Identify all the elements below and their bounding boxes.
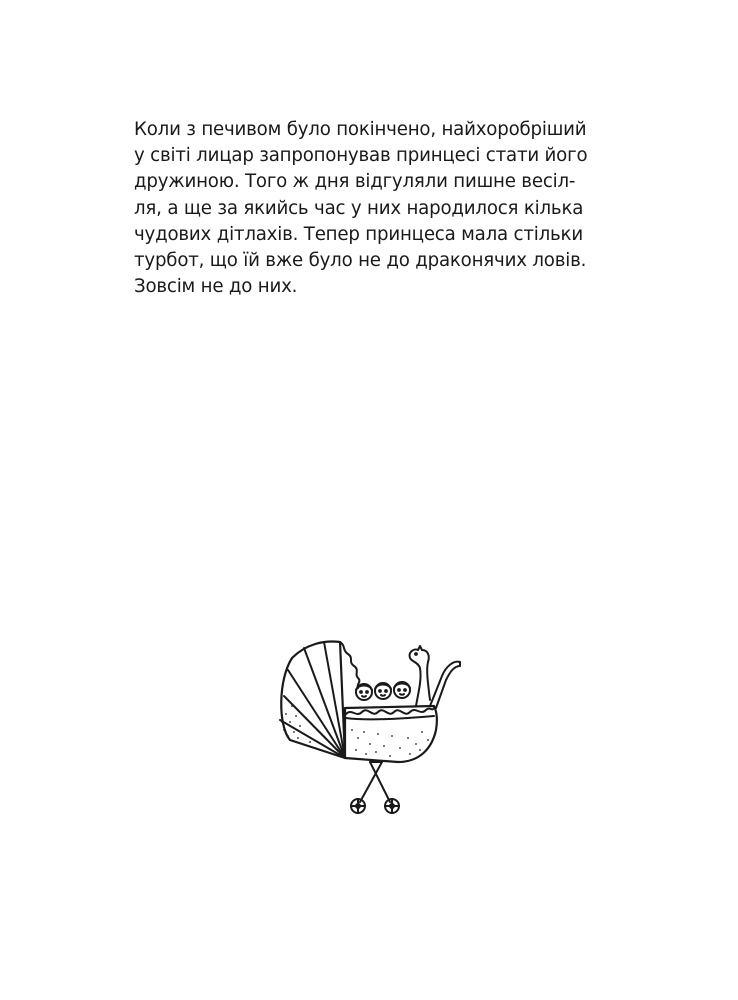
pram-wheel-right [385,799,399,813]
pram-chassis [370,762,390,802]
story-paragraph [134,117,604,300]
toy-dragon [410,646,430,706]
pram-handle [430,662,460,708]
paragraph-line-5: чудових дітлахів. Тепер принцеса мала стільки [134,223,583,245]
paragraph-line-1: Коли з печивом було покінчено, найхоробріший [134,119,587,140]
pram-blanket-edge [346,716,434,719]
pram-blanket [346,708,434,714]
baby-face-3 [394,682,410,698]
paragraph-line-2: у світі лицар запропонував принцесі стати його [134,145,588,167]
pram-chassis [360,762,382,802]
pram-illustration [270,636,470,822]
pram-hood-frill [340,642,359,688]
paragraph-line-3: дружиною. Того ж дня відгуляли пишне весіл- [134,171,576,193]
paragraph-line-7: Зовсім не до них. [134,276,298,298]
pram-basket-texture [351,729,429,757]
baby-face-2 [375,683,391,699]
paragraph-line-6: турбот, що їй вже було не до драконячих ловів. [134,250,587,272]
paragraph-line-4: ля, а ще за якийсь час у них народилося кілька [134,197,584,219]
pram-wheel-left [351,799,365,813]
baby-face-1 [356,684,372,700]
